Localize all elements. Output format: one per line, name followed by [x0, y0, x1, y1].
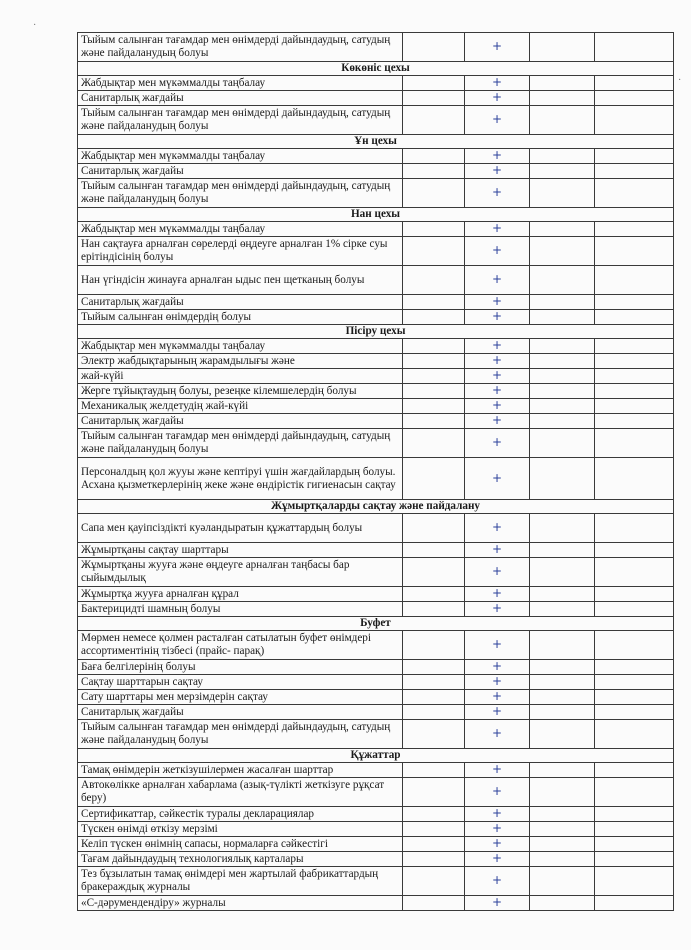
- check-mark: [465, 310, 530, 325]
- empty-cell: [595, 91, 674, 106]
- checklist-row: [78, 763, 674, 778]
- checklist-row: [78, 414, 674, 429]
- empty-cell: [530, 543, 595, 558]
- item-label: Жұмыртқа жууға арналған құрал: [78, 587, 403, 602]
- handwritten-plus-mark: +: [491, 398, 503, 412]
- empty-cell: [530, 558, 595, 587]
- checklist-row: [78, 164, 674, 179]
- empty-cell: [403, 602, 465, 617]
- checklist-row: [78, 310, 674, 325]
- checklist-row: [78, 558, 674, 587]
- check-mark: [465, 369, 530, 384]
- handwritten-plus-mark: +: [491, 821, 503, 835]
- check-mark: [465, 458, 530, 500]
- item-label: Сату шарттары мен мерзімдерін сақтау: [78, 690, 403, 705]
- check-mark: [465, 778, 530, 807]
- handwritten-plus-mark: +: [491, 726, 503, 740]
- handwritten-plus-mark: +: [491, 368, 503, 382]
- empty-cell: [530, 149, 595, 164]
- check-mark: [465, 660, 530, 675]
- empty-cell: [530, 763, 595, 778]
- empty-cell: [530, 778, 595, 807]
- item-label: Электр жабдықтарының жарамдылығы және: [78, 354, 403, 369]
- handwritten-plus-mark: +: [491, 163, 503, 177]
- item-label: Тамақ өнімдерін жеткізушілермен жасалған шарттар: [78, 763, 403, 778]
- checklist-row: [78, 896, 674, 911]
- empty-cell: [403, 179, 465, 208]
- handwritten-plus-mark: +: [491, 704, 503, 718]
- empty-cell: [530, 587, 595, 602]
- empty-cell: [530, 675, 595, 690]
- check-mark: [465, 91, 530, 106]
- item-label: Сапа мен қауіпсіздікті куәландыратын құжаттардың болуы: [78, 514, 403, 543]
- check-mark: [465, 837, 530, 852]
- item-label: Санитарлық жағдайы: [78, 91, 403, 106]
- handwritten-plus-mark: +: [491, 873, 503, 887]
- section-title: Нан цехы: [78, 208, 674, 222]
- section-header-row: [78, 500, 674, 514]
- empty-cell: [530, 222, 595, 237]
- item-label: Жабдықтар мен мүкәммалды таңбалау: [78, 76, 403, 91]
- section-title: Ұн цехы: [78, 135, 674, 149]
- empty-cell: [530, 384, 595, 399]
- checklist-row: [78, 384, 674, 399]
- empty-cell: [530, 602, 595, 617]
- checklist-row: [78, 237, 674, 266]
- checklist-row: [78, 720, 674, 749]
- handwritten-plus-mark: +: [491, 637, 503, 651]
- item-label: Түскен өнімді өткізу мерзімі: [78, 822, 403, 837]
- empty-cell: [595, 339, 674, 354]
- item-label: Тыйым салынған өнімдердің болуы: [78, 310, 403, 325]
- empty-cell: [403, 91, 465, 106]
- empty-cell: [403, 106, 465, 135]
- empty-cell: [595, 76, 674, 91]
- empty-cell: [595, 106, 674, 135]
- checklist-row: [78, 705, 674, 720]
- empty-cell: [403, 660, 465, 675]
- empty-cell: [595, 763, 674, 778]
- handwritten-plus-mark: +: [491, 272, 503, 286]
- empty-cell: [530, 179, 595, 208]
- empty-cell: [530, 690, 595, 705]
- empty-cell: [403, 149, 465, 164]
- check-mark: [465, 237, 530, 266]
- empty-cell: [530, 237, 595, 266]
- empty-cell: [530, 339, 595, 354]
- item-label: Сақтау шарттарын сақтау: [78, 675, 403, 690]
- check-mark: [465, 558, 530, 587]
- handwritten-plus-mark: +: [491, 243, 503, 257]
- item-label: Персоналдың қол жууы және кептіруі үшін жағдайлардың болуы. Асхана қызметкерлерінің жеке және өндірістік гигиенасын сақтау: [78, 458, 403, 500]
- empty-cell: [530, 807, 595, 822]
- empty-cell: [595, 237, 674, 266]
- check-mark: [465, 675, 530, 690]
- checklist-row: [78, 543, 674, 558]
- empty-cell: [403, 867, 465, 896]
- checklist-row: [78, 837, 674, 852]
- handwritten-plus-mark: +: [491, 90, 503, 104]
- item-label: Тыйым салынған тағамдар мен өнімдерді дайындаудың, сатудың және пайдаланудың болуы: [78, 106, 403, 135]
- empty-cell: [595, 458, 674, 500]
- empty-cell: [595, 675, 674, 690]
- section-title: Пісіру цехы: [78, 325, 674, 339]
- empty-cell: [403, 399, 465, 414]
- empty-cell: [530, 414, 595, 429]
- empty-cell: [530, 705, 595, 720]
- item-label: Санитарлық жағдайы: [78, 295, 403, 310]
- empty-cell: [530, 106, 595, 135]
- item-label: Механикалық желдетудің жай-күйі: [78, 399, 403, 414]
- empty-cell: [530, 867, 595, 896]
- section-title: Құжаттар: [78, 749, 674, 763]
- check-mark: [465, 384, 530, 399]
- item-label: Жабдықтар мен мүкәммалды таңбалау: [78, 339, 403, 354]
- empty-cell: [595, 33, 674, 62]
- empty-cell: [403, 720, 465, 749]
- empty-cell: [595, 837, 674, 852]
- item-label: Тыйым салынған тағамдар мен өнімдерді дайындаудың, сатудың және пайдаланудың болуы: [78, 429, 403, 458]
- item-label: Жұмыртқаны жууға және өңдеуге арналған таңбасы бар сыйымдылық: [78, 558, 403, 587]
- handwritten-plus-mark: +: [491, 674, 503, 688]
- empty-cell: [530, 399, 595, 414]
- handwritten-plus-mark: +: [491, 542, 503, 556]
- checklist-row: [78, 778, 674, 807]
- handwritten-plus-mark: +: [491, 75, 503, 89]
- section-header-row: [78, 135, 674, 149]
- empty-cell: [403, 558, 465, 587]
- empty-cell: [595, 631, 674, 660]
- item-label: Жерге тұйықтаудың болуы, резеңке кілемшелердің болуы: [78, 384, 403, 399]
- empty-cell: [595, 705, 674, 720]
- handwritten-plus-mark: +: [491, 148, 503, 162]
- handwritten-plus-mark: +: [491, 470, 503, 485]
- handwritten-plus-mark: +: [491, 39, 503, 53]
- checklist-table: [77, 32, 674, 911]
- handwritten-plus-mark: +: [491, 112, 503, 126]
- checklist-row: [78, 675, 674, 690]
- item-label: Жабдықтар мен мүкәммалды таңбалау: [78, 222, 403, 237]
- empty-cell: [530, 720, 595, 749]
- handwritten-plus-mark: +: [491, 601, 503, 615]
- empty-cell: [595, 852, 674, 867]
- empty-cell: [403, 837, 465, 852]
- empty-cell: [530, 91, 595, 106]
- empty-cell: [403, 852, 465, 867]
- empty-cell: [530, 33, 595, 62]
- empty-cell: [530, 310, 595, 325]
- checklist-row: [78, 369, 674, 384]
- checklist-row: [78, 33, 674, 62]
- empty-cell: [595, 222, 674, 237]
- check-mark: [465, 399, 530, 414]
- empty-cell: [595, 414, 674, 429]
- empty-cell: [595, 149, 674, 164]
- checklist-row: [78, 631, 674, 660]
- empty-cell: [403, 222, 465, 237]
- item-label: Жабдықтар мен мүкәммалды таңбалау: [78, 149, 403, 164]
- empty-cell: [595, 807, 674, 822]
- empty-cell: [530, 164, 595, 179]
- checklist-row: [78, 587, 674, 602]
- empty-cell: [403, 237, 465, 266]
- checklist-row: [78, 660, 674, 675]
- item-label: Жұмыртқаны сақтау шарттары: [78, 543, 403, 558]
- empty-cell: [403, 896, 465, 911]
- check-mark: [465, 543, 530, 558]
- empty-cell: [403, 339, 465, 354]
- handwritten-plus-mark: +: [491, 586, 503, 600]
- item-label: Нан үгіндісін жинауға арналған ыдыс пен щетканың болуы: [78, 266, 403, 295]
- empty-cell: [403, 310, 465, 325]
- item-label: Мөрмен немесе қолмен расталған сатылатын буфет өнімдері ассортиментінің тізбесі (прайс- парақ): [78, 631, 403, 660]
- checklist-row: [78, 91, 674, 106]
- empty-cell: [530, 429, 595, 458]
- handwritten-plus-mark: +: [491, 413, 503, 427]
- item-label: Баға белгілерінің болуы: [78, 660, 403, 675]
- empty-cell: [595, 558, 674, 587]
- checklist-row: [78, 179, 674, 208]
- check-mark: [465, 867, 530, 896]
- empty-cell: [403, 384, 465, 399]
- empty-cell: [595, 543, 674, 558]
- handwritten-plus-mark: +: [491, 309, 503, 323]
- empty-cell: [595, 514, 674, 543]
- handwritten-plus-mark: +: [491, 564, 503, 578]
- empty-cell: [530, 266, 595, 295]
- empty-cell: [403, 266, 465, 295]
- empty-cell: [530, 514, 595, 543]
- check-mark: [465, 354, 530, 369]
- handwritten-plus-mark: +: [491, 851, 503, 865]
- empty-cell: [530, 896, 595, 911]
- empty-cell: [595, 295, 674, 310]
- handwritten-plus-mark: +: [491, 762, 503, 776]
- empty-cell: [403, 822, 465, 837]
- check-mark: [465, 33, 530, 62]
- section-header-row: [78, 208, 674, 222]
- check-mark: [465, 602, 530, 617]
- empty-cell: [403, 369, 465, 384]
- empty-cell: [403, 807, 465, 822]
- empty-cell: [403, 429, 465, 458]
- check-mark: [465, 164, 530, 179]
- empty-cell: [595, 354, 674, 369]
- check-mark: [465, 106, 530, 135]
- empty-cell: [403, 543, 465, 558]
- checklist-sheet: [77, 32, 664, 911]
- empty-cell: [595, 867, 674, 896]
- empty-cell: [530, 852, 595, 867]
- checklist-row: [78, 458, 674, 500]
- checklist-row: [78, 807, 674, 822]
- checklist-row: [78, 266, 674, 295]
- item-label: Санитарлық жағдайы: [78, 705, 403, 720]
- check-mark: [465, 763, 530, 778]
- empty-cell: [595, 310, 674, 325]
- item-label: Тез бұзылатын тамақ өнімдері мен жартылай фабрикаттардың бракераждық журналы: [78, 867, 403, 896]
- empty-cell: [530, 295, 595, 310]
- check-mark: [465, 587, 530, 602]
- check-mark: [465, 690, 530, 705]
- handwritten-plus-mark: +: [491, 185, 503, 199]
- empty-cell: [595, 778, 674, 807]
- check-mark: [465, 222, 530, 237]
- checklist-row: [78, 514, 674, 543]
- scan-speck: ·: [678, 75, 682, 86]
- checklist-row: [78, 76, 674, 91]
- empty-cell: [403, 587, 465, 602]
- section-header-row: [78, 62, 674, 76]
- checklist-row: [78, 399, 674, 414]
- item-label: Сертификаттар, сәйкестік туралы декларациялар: [78, 807, 403, 822]
- empty-cell: [403, 414, 465, 429]
- item-label: Тыйым салынған тағамдар мен өнімдерді дайындаудың, сатудың және пайдаланудың болуы: [78, 720, 403, 749]
- handwritten-plus-mark: +: [491, 520, 503, 534]
- check-mark: [465, 149, 530, 164]
- handwritten-plus-mark: +: [491, 338, 503, 352]
- check-mark: [465, 76, 530, 91]
- section-header-row: [78, 325, 674, 339]
- empty-cell: [595, 660, 674, 675]
- section-title: Жұмыртқаларды сақтау және пайдалану: [78, 500, 674, 514]
- check-mark: [465, 339, 530, 354]
- empty-cell: [403, 675, 465, 690]
- handwritten-plus-mark: +: [491, 689, 503, 703]
- empty-cell: [403, 778, 465, 807]
- empty-cell: [530, 354, 595, 369]
- empty-cell: [403, 295, 465, 310]
- empty-cell: [530, 76, 595, 91]
- empty-cell: [403, 354, 465, 369]
- empty-cell: [403, 514, 465, 543]
- item-label: жай-күйі: [78, 369, 403, 384]
- empty-cell: [403, 164, 465, 179]
- checklist-row: [78, 690, 674, 705]
- item-label: Нан сақтауға арналған сөрелерді өңдеуге арналған 1% сірке суы ерітіндісінің болуы: [78, 237, 403, 266]
- empty-cell: [403, 458, 465, 500]
- empty-cell: [595, 602, 674, 617]
- handwritten-plus-mark: +: [491, 353, 503, 367]
- empty-cell: [595, 399, 674, 414]
- empty-cell: [595, 266, 674, 295]
- handwritten-plus-mark: +: [491, 895, 503, 909]
- empty-cell: [595, 369, 674, 384]
- empty-cell: [530, 631, 595, 660]
- empty-cell: [530, 837, 595, 852]
- empty-cell: [595, 587, 674, 602]
- empty-cell: [403, 763, 465, 778]
- check-mark: [465, 631, 530, 660]
- empty-cell: [595, 384, 674, 399]
- item-label: Санитарлық жағдайы: [78, 164, 403, 179]
- empty-cell: [403, 631, 465, 660]
- empty-cell: [595, 720, 674, 749]
- item-label: Бактерицидті шамның болуы: [78, 602, 403, 617]
- check-mark: [465, 429, 530, 458]
- check-mark: [465, 822, 530, 837]
- section-header-row: [78, 749, 674, 763]
- section-header-row: [78, 617, 674, 631]
- empty-cell: [403, 705, 465, 720]
- handwritten-plus-mark: +: [491, 294, 503, 308]
- checklist-body: [78, 33, 674, 911]
- empty-cell: [403, 33, 465, 62]
- checklist-row: [78, 354, 674, 369]
- section-title: Көкөніс цехы: [78, 62, 674, 76]
- checklist-row: [78, 222, 674, 237]
- check-mark: [465, 807, 530, 822]
- scan-speck: ·: [33, 20, 37, 31]
- checklist-row: [78, 295, 674, 310]
- check-mark: [465, 414, 530, 429]
- empty-cell: [530, 660, 595, 675]
- empty-cell: [595, 164, 674, 179]
- item-label: Тыйым салынған тағамдар мен өнімдерді дайындаудың, сатудың және пайдаланудың болуы: [78, 33, 403, 62]
- checklist-row: [78, 822, 674, 837]
- item-label: «С-дәрумендендіру» журналы: [78, 896, 403, 911]
- handwritten-plus-mark: +: [491, 836, 503, 850]
- empty-cell: [595, 896, 674, 911]
- section-title: Буфет: [78, 617, 674, 631]
- check-mark: [465, 852, 530, 867]
- check-mark: [465, 266, 530, 295]
- handwritten-plus-mark: +: [491, 435, 503, 449]
- checklist-row: [78, 867, 674, 896]
- item-label: Санитарлық жағдайы: [78, 414, 403, 429]
- empty-cell: [530, 369, 595, 384]
- checklist-row: [78, 429, 674, 458]
- item-label: Келіп түскен өнімнің сапасы, нормаларға сәйкестігі: [78, 837, 403, 852]
- handwritten-plus-mark: +: [491, 806, 503, 820]
- item-label: Автокөлікке арналған хабарлама (азық-түлікті жеткізуге рұқсат беру): [78, 778, 403, 807]
- checklist-row: [78, 106, 674, 135]
- checklist-row: [78, 339, 674, 354]
- empty-cell: [595, 822, 674, 837]
- checklist-row: [78, 602, 674, 617]
- empty-cell: [595, 690, 674, 705]
- check-mark: [465, 514, 530, 543]
- handwritten-plus-mark: +: [491, 784, 503, 798]
- empty-cell: [595, 179, 674, 208]
- handwritten-plus-mark: +: [491, 659, 503, 673]
- handwritten-plus-mark: +: [491, 221, 503, 235]
- check-mark: [465, 896, 530, 911]
- empty-cell: [530, 458, 595, 500]
- checklist-row: [78, 852, 674, 867]
- checklist-row: [78, 149, 674, 164]
- empty-cell: [595, 429, 674, 458]
- item-label: Тағам дайындаудың технологиялық карталары: [78, 852, 403, 867]
- item-label: Тыйым салынған тағамдар мен өнімдерді дайындаудың, сатудың және пайдаланудың болуы: [78, 179, 403, 208]
- empty-cell: [403, 690, 465, 705]
- empty-cell: [403, 76, 465, 91]
- check-mark: [465, 720, 530, 749]
- handwritten-plus-mark: +: [491, 383, 503, 397]
- check-mark: [465, 705, 530, 720]
- empty-cell: [530, 822, 595, 837]
- check-mark: [465, 179, 530, 208]
- check-mark: [465, 295, 530, 310]
